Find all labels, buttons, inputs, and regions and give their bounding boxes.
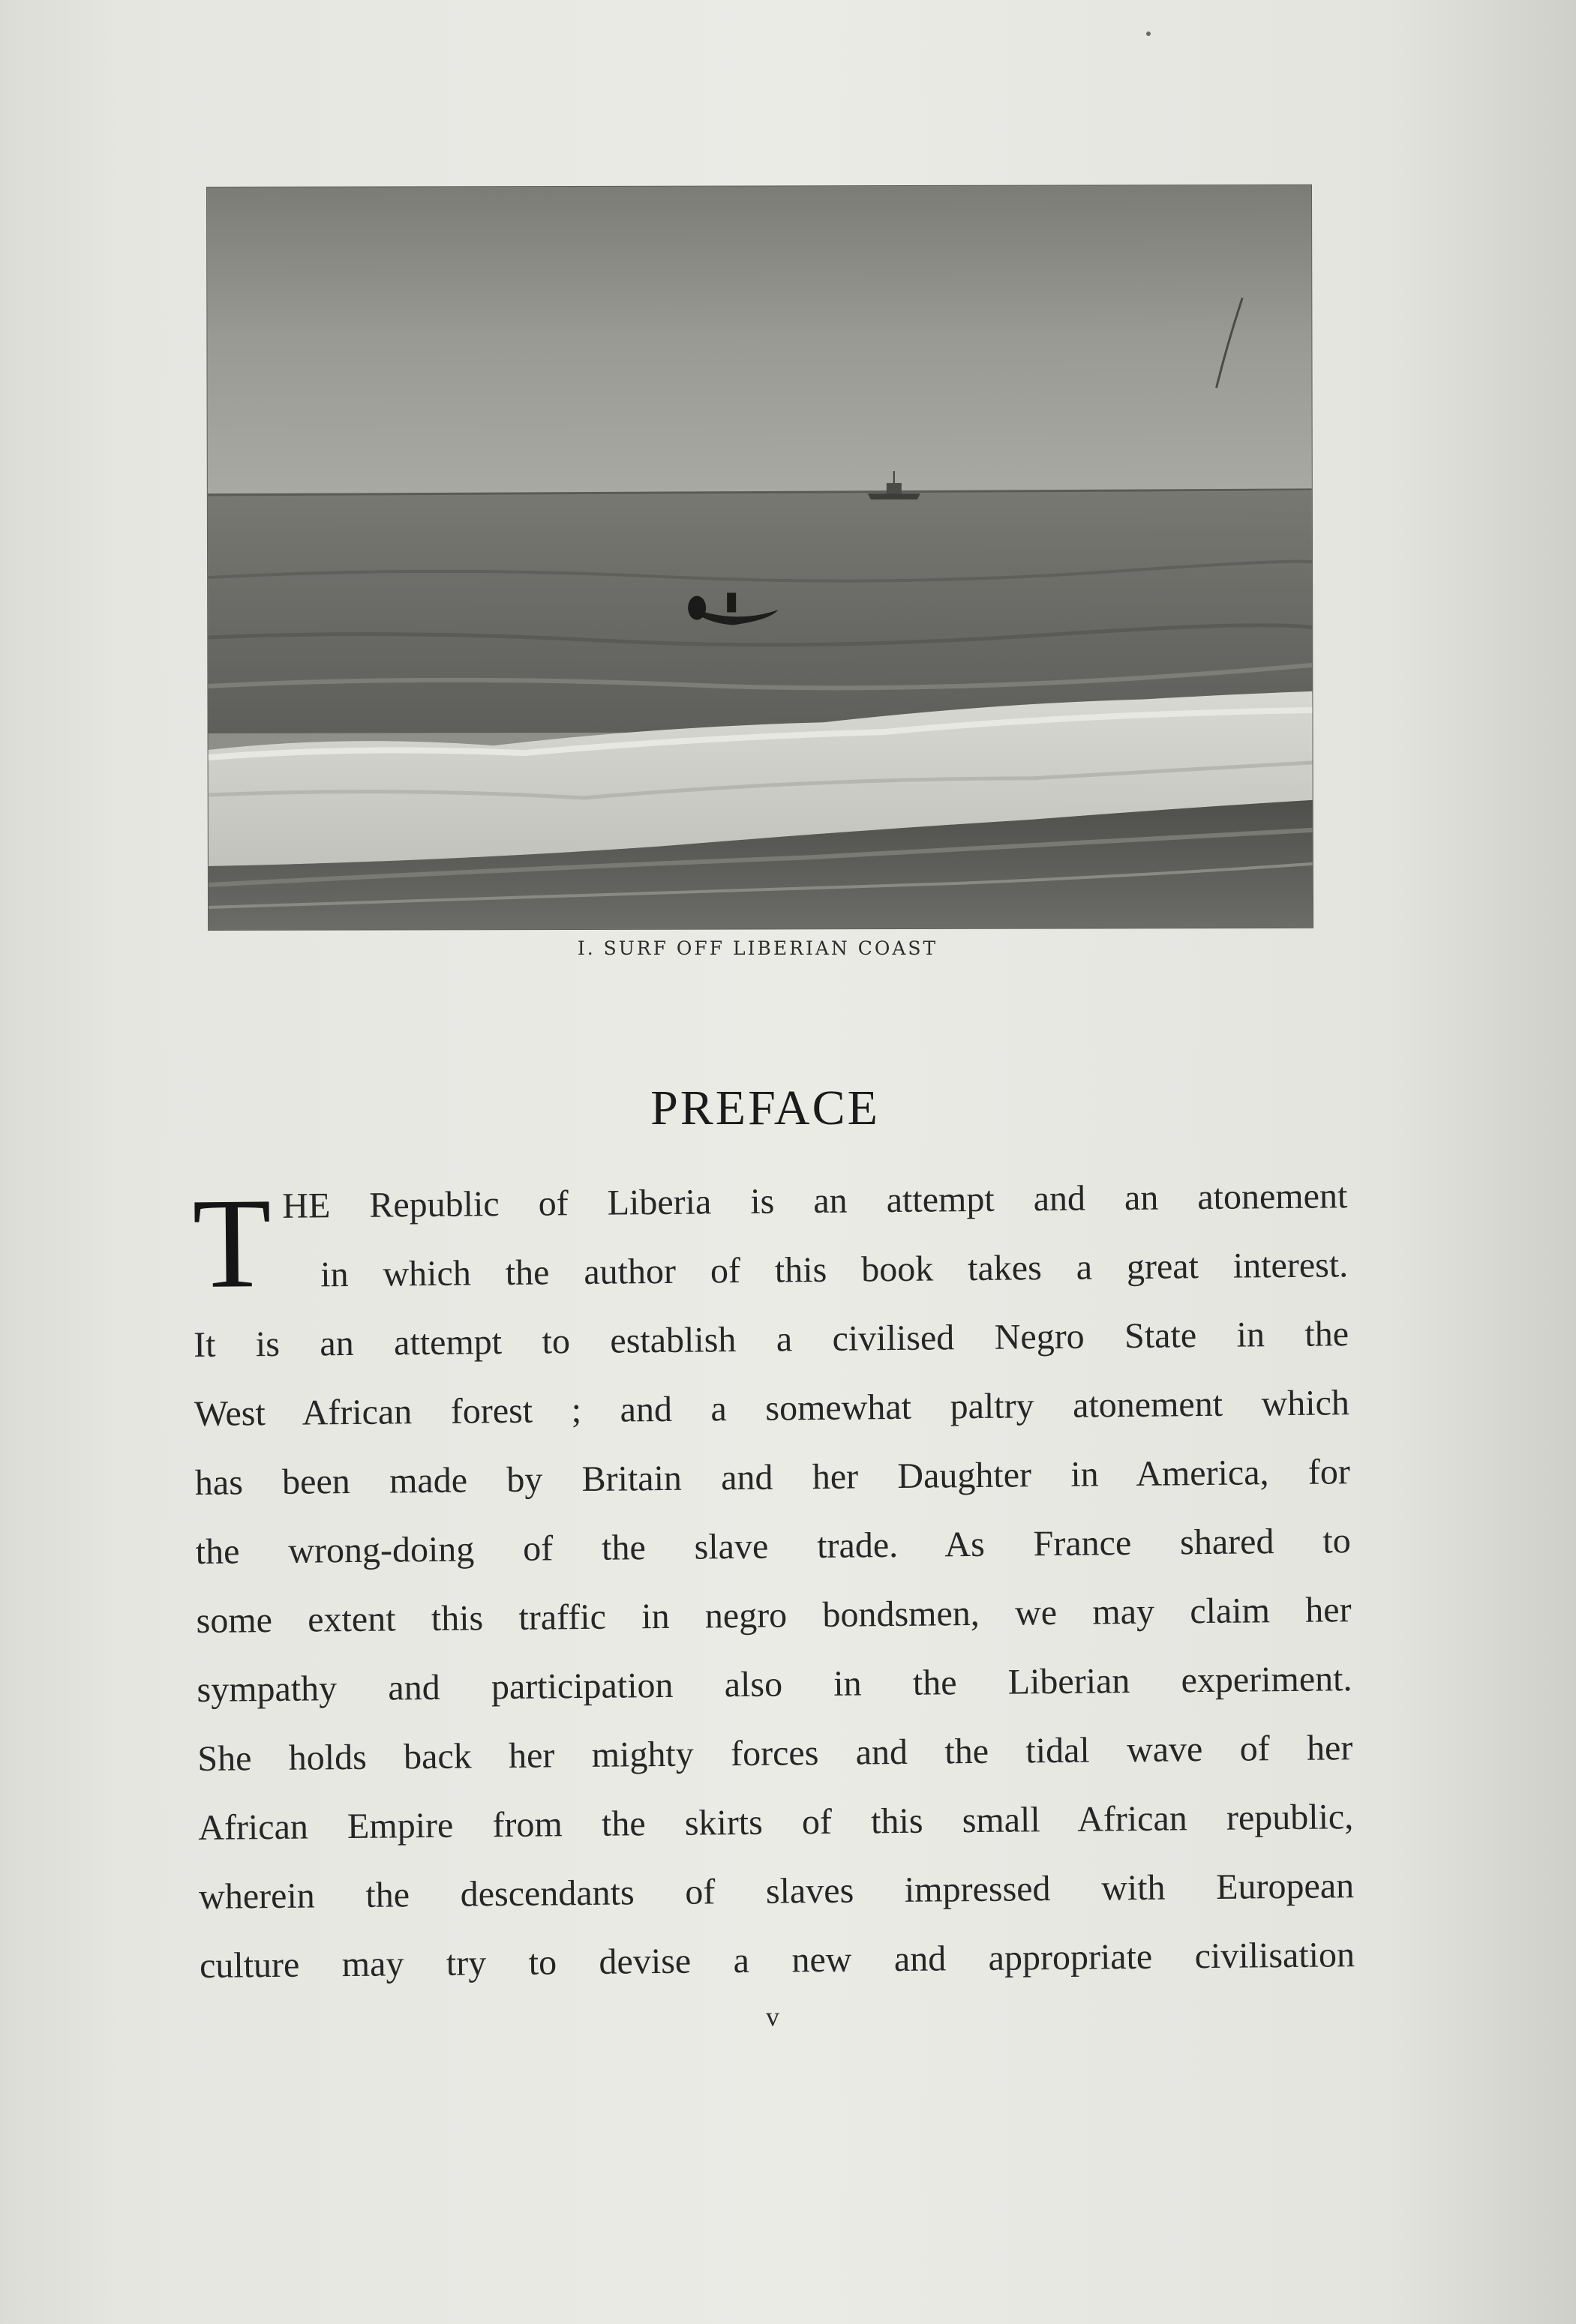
text-line: the wrong-doing of the slave trade. As France shared to: [195, 1521, 1351, 1572]
plate-caption: I. SURF OFF LIBERIAN COAST: [577, 937, 938, 959]
text-line: It is an attempt to establish a civilised Negro State in the: [193, 1314, 1349, 1365]
drop-cap: T: [191, 1171, 272, 1315]
dust-speck: [1146, 31, 1151, 36]
page-number: v: [766, 2002, 779, 2032]
text-line: in which the author of this book takes a great interest.: [320, 1245, 1349, 1295]
text-line: HE Republic of Liberia is an attempt and an atonement: [282, 1176, 1348, 1226]
preface-body: [191, 1170, 1355, 1986]
text-line: sympathy and participation also in the Liberian experiment.: [197, 1659, 1352, 1710]
chapter-title: PREFACE: [650, 1081, 880, 1135]
text-line: has been made by Britain and her Daughter in America, for: [194, 1452, 1351, 1503]
surf-photograph: [207, 185, 1313, 930]
text-line: wherein the descendants of slaves impressed with European: [198, 1866, 1355, 1917]
photo-plate-surf: [207, 185, 1313, 930]
text-line: some extent this traffic in negro bondsmen, we may claim her: [196, 1590, 1352, 1641]
text-line: culture may try to devise a new and appropriate civilisation: [199, 1935, 1355, 1986]
text-line: West African forest ; and a somewhat paltry atonement which: [194, 1383, 1350, 1434]
text-line: She holds back her mighty forces and the tidal wave of her: [197, 1728, 1353, 1779]
text-line: African Empire from the skirts of this small African republic,: [198, 1797, 1354, 1848]
